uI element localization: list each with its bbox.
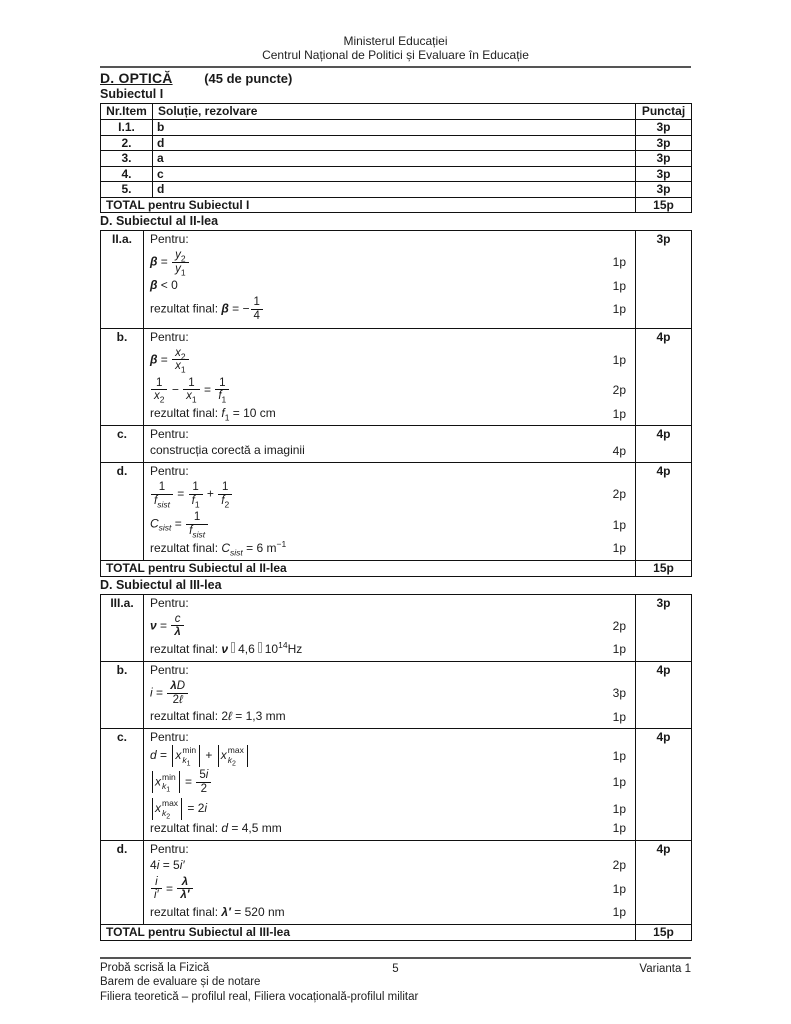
formula: construcția corectă a imaginii [150,443,305,458]
fraction-numerator: 1 [218,481,232,495]
math-var: d [221,820,229,835]
math-var: k [227,755,233,766]
fraction-numerator [171,613,183,627]
points-cell: 3p [636,182,692,198]
math-subscript: 2 [166,813,171,821]
math-fraction [177,876,192,902]
math-fraction [251,296,263,322]
math-var: y [175,249,181,261]
fraction-denominator: 2 [200,782,208,795]
total-row-subject2 [101,560,692,576]
math-subscript: 1 [186,760,191,768]
solution-intro: Pentru: [150,329,189,344]
fraction-denominator [186,525,208,538]
formula: x min $k_1$ = $\frac{5i}{2}$ [150,767,613,797]
stack-superscript: max [162,797,179,808]
table-row [101,594,692,661]
item-cell: c. [101,729,144,840]
math-var: ℓ [228,709,232,724]
solution-cell: b [153,120,636,136]
formula: rezultat final: ν 4,6 $10^{14}Hz$ [150,639,303,656]
math-supsub-stack [162,773,176,793]
math-var: y [175,262,181,275]
stack-superscript: min [182,745,197,756]
line-points: 2p [612,382,626,397]
subject2-table [100,230,692,577]
math-var: x [155,774,161,789]
formula: β = $\frac{x_2}{x_1}$ [150,345,613,375]
line-points: 1p [612,255,626,270]
abs-value-bar [218,745,219,767]
solution-cell: c [153,166,636,182]
solution-line [150,611,629,641]
fraction-numerator [151,876,162,890]
formula: ν = $\frac{c}{\lambda}$ [150,611,613,641]
fraction-denominator [151,390,167,403]
stack-subscript [182,756,196,766]
fraction-denominator [151,889,162,902]
math-var: f [218,390,222,403]
subject3-table [100,594,692,941]
line-points: 1p [612,881,626,896]
fraction-numerator [167,680,188,694]
solution-intro: Pentru: [150,841,189,856]
item-cell: II.a. [101,231,144,329]
row-total-points: 4p [636,729,692,840]
document-header [100,34,691,62]
math-subscript: 1 [221,394,227,405]
math-var: λ [181,875,189,888]
math-subscript [230,547,243,557]
math-fraction [189,481,203,510]
item-cell: 4. [101,166,153,182]
solution-cell: d [153,182,636,198]
formula: 4i = 5i′ [150,857,185,872]
solution-intro: Pentru: [150,232,189,246]
line-points: 1p [612,709,626,724]
math-fraction [151,377,167,403]
math-subscript: 1 [180,364,186,375]
formula: d = x min $k_1$ + x max $k_2$ [150,745,613,767]
solution-line [150,678,629,708]
math-fraction [151,481,173,510]
math-supsub-stack [228,746,244,766]
stack-subscript [162,781,176,795]
fraction-denominator [215,390,229,403]
math-var: x [175,346,181,359]
solution-cell [144,661,636,728]
line-points: 1p [612,775,626,790]
section-title: D. OPTICĂ [100,70,173,86]
column-header-points: Punctaj [636,104,692,120]
table-row [101,463,692,561]
solution-line [150,641,629,658]
formula: rezultat final: 2ℓ = 1,3 mm [150,709,286,724]
table-row [101,661,692,728]
solution-intro: Pentru: [150,662,189,677]
math-var: c [174,612,181,625]
solution-cell [144,840,636,924]
table-row [101,840,692,924]
variant-label: Varianta 1 [639,962,691,975]
fraction-denominator [218,495,232,508]
math-var: sist [158,523,172,534]
math-var: k [162,807,167,818]
fraction-numerator: 1 [183,377,199,391]
solution-line [150,874,629,904]
table-row [101,135,692,151]
math-fraction [215,377,229,403]
table-row [101,120,692,136]
math-var: x [175,748,182,763]
solution-line [150,442,629,459]
fraction-numerator: 5i [196,769,211,783]
total-label: TOTAL pentru Subiectul al III-lea [101,924,636,940]
math-var: C [221,540,231,555]
line-points: 1p [612,801,626,816]
total-points: 15p [636,560,692,576]
points-cell: 3p [636,135,692,151]
fraction-denominator [172,263,188,276]
math-var: f [189,525,193,538]
total-row-subject1 [101,197,692,213]
math-fraction [218,481,232,510]
table-row [101,231,692,329]
total-label: TOTAL pentru Subiectul I [101,197,636,213]
math-superscript: −1 [276,538,287,549]
math-var: sist [230,547,243,558]
math-var: i [204,800,208,815]
math-var: i [155,875,158,888]
line-points: 1p [612,905,626,920]
missing-glyph-box [231,642,235,653]
item-cell: c. [101,426,144,463]
points-cell: 3p [636,151,692,167]
item-cell: d. [101,463,144,561]
fraction-denominator [183,390,199,403]
fraction-denominator [189,495,203,508]
solution-line [150,904,629,921]
solution-intro: Pentru: [150,595,189,610]
math-subscript: 1 [166,787,171,795]
formula: β = $\frac{y_2}{y_1}$ [150,247,613,277]
math-fraction [172,347,188,373]
solution-line [150,479,629,509]
fraction-numerator: 1 [151,377,167,391]
line-points: 1p [612,278,626,293]
math-subscript: 1 [194,499,200,510]
fraction-denominator [177,889,192,902]
solution-line [150,294,629,324]
item-cell: d. [101,840,144,924]
points-cell: 3p [636,166,692,182]
math-var: x [175,360,181,373]
math-fraction [151,876,162,902]
formula: $\frac{i}{i'}$ = $\frac{\lambda}{\lambda'}$ [150,874,613,904]
solution-line [150,745,629,767]
item-cell: b. [101,328,144,426]
row-total-points: 4p [636,426,692,463]
formula: rezultat final: $f_1 = 10$ cm [150,406,276,423]
abs-value-bar [179,771,180,793]
abs-value-bar [247,745,248,767]
math-var: x [186,390,192,403]
math-subscript [192,529,205,539]
table-row [101,729,692,840]
math-var: λ [174,626,181,639]
subject3-heading: D. Subiectul al III-lea [100,577,222,592]
math-fraction [186,511,208,540]
math-var: k [182,755,187,766]
line-points: 1p [612,406,626,421]
math-var: k [162,781,167,792]
total-label: TOTAL pentru Subiectul al II-lea [101,560,636,576]
math-var: f [221,406,225,421]
solution-intro: Pentru: [150,730,189,745]
solution-line [150,857,629,874]
math-subscript [159,523,172,533]
math-supsub-stack [162,799,178,819]
math-var: f [221,494,225,507]
fraction-numerator: 1 [215,377,229,391]
row-total-points: 4p [636,840,692,924]
formula: $\frac{1}{x_2}$ − $\frac{1}{x_1}$ = $\frac{1}{f_1}$ [150,375,613,405]
math-var: ℓ [179,693,183,706]
math-var: β [221,301,229,316]
math-fraction [183,377,199,403]
stack-subscript [162,809,178,819]
solution-line [150,540,629,557]
table-header-row [101,104,692,120]
column-header-item: Nr.Item [101,104,153,120]
answers-table-body [101,120,692,198]
fraction-denominator: 2ℓ [172,693,183,706]
math-var: f [154,494,158,507]
abs-value-bar [172,745,173,767]
line-points: 1p [612,749,626,764]
formula: $\frac{1}{f_{sist}}$ = $\frac{1}{f_1}$ + $\frac{1}{f_2}$ [150,479,613,509]
solution-cell [144,328,636,426]
math-subscript: 2 [224,499,230,510]
math-subscript: 1 [180,266,186,277]
subject2-rows [101,231,692,561]
total-points: 15p [636,924,692,940]
solution-cell [144,426,636,463]
solution-intro: Pentru: [150,427,189,442]
ministry-title: Ministerul Educației [343,34,448,48]
math-var: d [150,748,157,763]
section-title-line [100,70,691,86]
solution-line [150,277,629,294]
solution-cell [144,231,636,329]
abs-value-bar [152,798,153,820]
stack-superscript: max [227,745,244,756]
math-subscript: 2 [232,760,236,768]
footer-exam-name: Probă scrisă la Fizică [100,961,210,974]
math-var: ν [221,641,229,656]
math-fraction [172,249,188,275]
math-var: C [150,516,159,531]
solution-line [150,345,629,375]
subject2-heading: D. Subiectul al II-lea [100,214,219,228]
footer-barem-line: Barem de evaluare și de notare [100,976,261,989]
stack-superscript: min [162,771,176,782]
line-points: 1p [612,821,626,836]
math-var: x [220,748,227,763]
solution-line [150,375,629,405]
line-points: 1p [612,352,626,367]
fraction-denominator [151,495,173,508]
line-points: 1p [612,642,626,657]
math-var: β [150,278,158,293]
solution-line [150,708,629,725]
subject1-heading: Subiectul I [100,87,164,101]
item-cell: 3. [101,151,153,167]
total-points: 15p [636,197,692,213]
math-var: x [155,800,161,815]
fraction-numerator: 1 [151,481,173,495]
stack-subscript [228,756,244,766]
math-fraction [167,680,188,706]
solution-line [150,820,629,837]
row-total-points: 4p [636,661,692,728]
math-fraction [171,613,183,639]
math-subscript: 2 [180,253,186,264]
item-cell: 5. [101,182,153,198]
math-var: λ′ [180,889,190,902]
solution-cell: a [153,151,636,167]
fraction-numerator [172,249,188,263]
header-divider [100,66,691,68]
fraction-numerator: 1 [251,296,263,310]
formula: rezultat final: β = − $\frac{1}{4}$ [150,294,613,324]
section-points-note: (45 de puncte) [204,71,293,86]
fraction-numerator: 1 [186,511,208,525]
line-points: 1p [612,541,626,556]
footer-filiera-line: Filiera teoretică – profilul real, Filiera vocațională-profilul militar [100,990,419,1003]
row-total-points: 3p [636,594,692,661]
solution-cell [144,729,636,840]
solution-cell [144,594,636,661]
item-cell: 2. [101,135,153,151]
formula: rezultat final: λ′ = 520 nm [150,904,285,919]
item-cell: b. [101,661,144,728]
line-points: 1p [612,302,626,317]
fraction-numerator: 1 [189,481,203,495]
math-var: λ′ [221,904,231,919]
formula: i = $\frac{\lambda D}{\text{2ℓ}}$ [150,678,613,708]
row-total-points: 4p [636,463,692,561]
math-superscript: 14 [278,639,288,650]
math-var: λ [170,679,177,692]
solution-cell: d [153,135,636,151]
math-subscript: 2 [159,394,165,405]
page-number: 5 [392,962,399,975]
line-points: 2p [612,487,626,502]
fraction-denominator [172,360,188,373]
math-var: β [150,351,158,366]
solution-line [150,798,629,820]
table-row [101,166,692,182]
solution-line [150,405,629,422]
math-var: x [154,390,160,403]
formula: $C_{sist}$ = $\frac{1}{f_{sist}}$ [150,509,613,539]
math-subscript: 2 [180,350,186,361]
math-fraction [196,769,211,795]
row-total-points: 4p [636,328,692,426]
abs-value-bar [199,745,200,767]
fraction-numerator [177,876,192,890]
formula: β < 0 [150,278,178,293]
math-subscript: 1 [191,394,197,405]
answers-table [100,103,692,213]
solution-line [150,247,629,277]
column-header-solution: Soluție, rezolvare [153,104,636,120]
table-row [101,328,692,426]
math-var: i [150,685,153,700]
fraction-numerator [172,347,188,361]
formula: x max $k_2$ = 2i [150,798,613,820]
points-cell: 3p [636,120,692,136]
formula: rezultat final: $C_{sist} = 6$ $m^{-1}$ [150,538,287,558]
page-footer [100,957,691,1005]
solution-line [150,767,629,797]
abs-value-bar [152,771,153,793]
total-row-subject3 [101,924,692,940]
line-points: 1p [612,517,626,532]
item-cell: I.1. [101,120,153,136]
math-var: β [150,254,158,269]
math-subscript: 1 [224,412,230,423]
item-cell: III.a. [101,594,144,661]
fraction-denominator: 4 [253,309,260,322]
line-points: 2p [612,618,626,633]
math-var: sist [192,529,206,540]
math-var: sist [157,499,170,510]
abs-value-bar [181,798,182,820]
solution-intro: Pentru: [150,464,189,479]
solution-line [150,509,629,539]
solution-cell [144,463,636,561]
row-total-points: 3p [636,231,692,329]
table-row [101,426,692,463]
math-var: i [156,857,160,872]
math-var: i′ [154,889,159,902]
center-title: Centrul Național de Politici și Evaluare în Educație [262,48,529,62]
math-supsub-stack [182,746,196,766]
fraction-denominator [171,626,183,639]
line-points: 3p [612,686,626,701]
math-var: i [205,769,209,782]
missing-glyph-box [258,642,262,653]
math-var: f [191,494,195,507]
subject3-rows [101,594,692,924]
math-var: i′ [179,857,185,872]
table-row [101,182,692,198]
math-var: D [176,679,186,692]
line-points: 2p [612,858,626,873]
line-points: 4p [612,443,626,458]
math-var: ν [150,618,157,632]
table-row [101,151,692,167]
formula: rezultat final: d = 4,5 mm [150,820,282,835]
math-subscript [157,499,170,509]
